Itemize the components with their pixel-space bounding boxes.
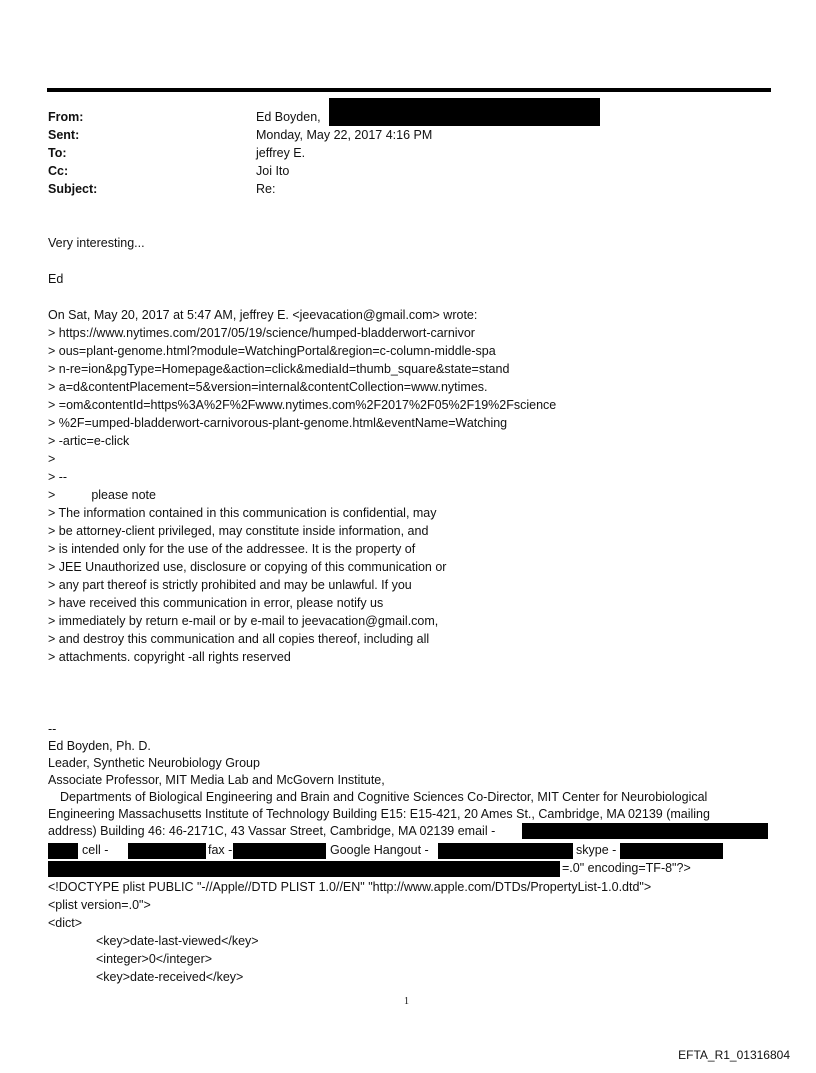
plist-dict: <dict> [48,916,83,930]
plist-key-1: <key>date-last-viewed</key> [96,934,259,948]
quoted-line: > =om&contentId=https%3A%2F%2Fwww.nytimes.com%2F2017%2F05%2F19%2Fscience [48,398,557,412]
quoted-line: > is intended only for the use of the addressee. It is the property of [48,542,416,556]
from-value: Ed Boyden, [256,110,321,124]
quoted-line: > be attorney-client privileged, may constitute inside information, and [48,524,429,538]
from-label: From: [48,110,84,124]
cc-label: Cc: [48,164,69,178]
quoted-line: > [48,452,56,466]
page-number: 1 [404,996,409,1007]
redaction-encoding-line [48,861,560,877]
hangout-label: Google Hangout - [330,843,429,857]
quoted-line: > ous=plant-genome.html?module=WatchingPortal&region=c-column-middle-spa [48,344,496,358]
cell-label: cell - [82,843,109,857]
signature-separator: -- [48,722,57,736]
sent-value: Monday, May 22, 2017 4:16 PM [256,128,433,142]
signature-title-2: Associate Professor, MIT Media Lab and McGovern Institute, [48,773,385,787]
signature-dept-2: Engineering Massachusetts Institute of Technology Building E15: E15-421, 20 Ames St., Cambridge, MA 02139 (mailing [48,807,710,821]
quoted-line-please-note [48,486,156,504]
sent-label: Sent: [48,128,80,142]
quoted-line: > a=d&contentPlacement=5&version=internal&contentCollection=www.nytimes. [48,380,488,394]
header-rule [47,88,771,92]
quote-marker: > [48,488,56,502]
quoted-line: > JEE Unauthorized use, disclosure or copying of this communication or [48,560,447,574]
quoted-line: > https://www.nytimes.com/2017/05/19/science/humped-bladderwort-carnivor [48,326,475,340]
redaction-contact-1 [48,843,78,859]
subject-value: Re: [256,182,276,196]
quoted-line: > -artic=e-click [48,434,130,448]
redaction-cell [128,843,206,859]
document-id: EFTA_R1_01316804 [678,1048,790,1062]
quoted-line: > have received this communication in error, please notify us [48,596,384,610]
body-line-1: Very interesting... [48,236,145,250]
quoted-line: > attachments. copyright -all rights reserved [48,650,291,664]
plist-open: <plist version=.0"> [48,898,151,912]
quoted-line: > %2F=umped-bladderwort-carnivorous-plant-genome.html&eventName=Watching [48,416,508,430]
plist-int-1: <integer>0</integer> [96,952,213,966]
signature-dept-1: Departments of Biological Engineering and Brain and Cognitive Sciences Co-Director, MIT Center for Neurobiological [60,790,708,804]
plist-key-2: <key>date-received</key> [96,970,244,984]
redaction-fax [233,843,326,859]
quoted-line: > The information contained in this communication is confidential, may [48,506,437,520]
redaction-hangout [438,843,573,859]
redaction-skype [620,843,723,859]
plist-doctype: <!DOCTYPE plist PUBLIC "-//Apple//DTD PLIST 1.0//EN" "http://www.apple.com/DTDs/PropertyList-1.0.dtd"> [48,880,652,894]
quoted-line: > any part thereof is strictly prohibited and may be unlawful. If you [48,578,412,592]
please-note: please note [91,488,156,502]
signature-title-1: Leader, Synthetic Neurobiology Group [48,756,260,770]
body-line-2: Ed [48,272,64,286]
quote-intro: On Sat, May 20, 2017 at 5:47 AM, jeffrey E. <jeevacation@gmail.com> wrote: [48,308,478,322]
cc-value: Joi Ito [256,164,290,178]
quoted-line: > n-re=ion&pgType=Homepage&action=click&mediaId=thumb_square&state=stand [48,362,510,376]
quoted-line: > and destroy this communication and all copies thereof, including all [48,632,430,646]
subject-label: Subject: [48,182,98,196]
quoted-line: > immediately by return e-mail or by e-mail to jeevacation@gmail.com, [48,614,439,628]
to-value: jeffrey E. [256,146,306,160]
signature-dept-3: address) Building 46: 46-2171C, 43 Vassar Street, Cambridge, MA 02139 email - [48,824,496,838]
redaction-email [522,823,768,839]
to-label: To: [48,146,67,160]
fax-label: fax - [208,843,233,857]
encoding-text: =.0" encoding=TF-8"?> [562,861,691,875]
signature-name: Ed Boyden, Ph. D. [48,739,151,753]
quoted-line: > -- [48,470,68,484]
skype-label: skype - [576,843,617,857]
redaction-from-email [329,98,600,126]
